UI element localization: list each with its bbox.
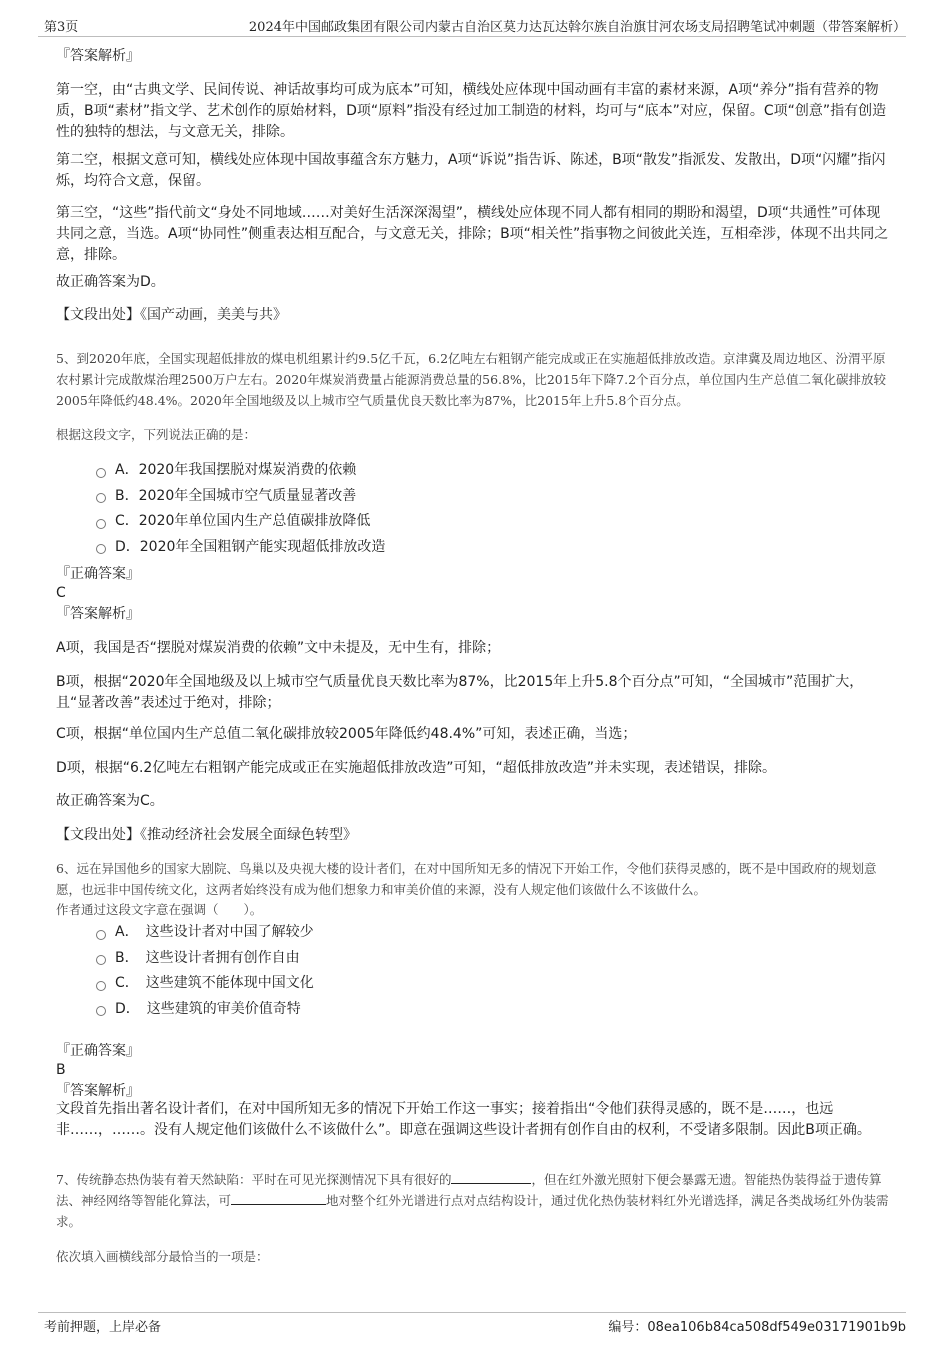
q7-blank-1[interactable]: [451, 1171, 531, 1184]
q4-analysis-para2: 第二空，根据文意可知，横线处应体现中国故事蕴含东方魅力，A项“诉说”指告诉、陈述，B项“散发”指派发、发散出，D项“闪耀”指闪烁，均符合文意，保留。: [56, 152, 886, 189]
footer-slogan: 考前押题，上岸必备: [44, 1320, 162, 1335]
page-number: 第3页: [44, 20, 79, 35]
radio-icon[interactable]: [96, 493, 106, 503]
q5-option-b-label: B．2020年全国城市空气质量显著改善: [115, 487, 357, 504]
q5-option-a-label: A．2020年我国摆脱对煤炭消费的依赖: [115, 462, 357, 479]
q5-options: [96, 458, 596, 560]
q5-option-d[interactable]: [96, 535, 596, 561]
q5-option-b[interactable]: [96, 484, 596, 510]
q6-answer-label: 『正确答案』: [56, 1043, 140, 1059]
q4-source: 【文段出处】《国产动画，美美与共》: [56, 307, 287, 323]
q6-option-c[interactable]: [96, 971, 596, 997]
q7-blank-2[interactable]: [231, 1192, 326, 1205]
q6-option-a[interactable]: [96, 920, 596, 946]
q6-option-c-label: C． 这些建筑不能体现中国文化: [115, 975, 314, 992]
q6-analysis: 文段首先指出著名设计者们，在对中国所知无多的情况下开始工作这一事实；接着指出“令他们获得灵感的，既不是……，也远非……，……。没有人规定他们该做什么不该做什么”。即意在强调这些设计者拥有创作自由的权利，不受诸多限制。因此B项正确。: [56, 1101, 871, 1138]
radio-icon[interactable]: [96, 930, 106, 940]
q5-answer: C: [56, 585, 66, 601]
q6-option-d[interactable]: [96, 997, 596, 1023]
q7-stem-part1: 7、传统静态热伪装有着天然缺陷：平时在可见光探测情况下具有很好的: [56, 1172, 452, 1187]
q6-options: [96, 920, 596, 1022]
q5-analysis-b: B项，根据“2020年全国地级及以上城市空气质量优良天数比率为87%，比2015年上升5.8个百分点”可知，“全国城市”范围扩大，且“显著改善”表述过于绝对，排除；: [56, 674, 864, 711]
q6-option-d-label: D． 这些建筑的审美价值奇特: [115, 1000, 301, 1017]
q5-answer-label: 『正确答案』: [56, 566, 140, 582]
q6-option-b-label: B． 这些设计者拥有创作自由: [115, 949, 300, 966]
q5-analysis-d: D项，根据“6.2亿吨左右粗钢产能完成或正在实施超低排放改造”可知，“超低排放改造”并未实现，表述错误，排除。: [56, 760, 777, 776]
page-footer: [38, 1312, 906, 1337]
q5-analysis-label: 『答案解析』: [56, 606, 140, 622]
q4-analysis-para1: 第一空，由“古典文学、民间传说、神话故事均可成为底本”可知，横线处应体现中国动画有丰富的素材来源，A项“养分”指有营养的物质，B项“素材”指文学、艺术创作的原始材料，D项“原料”指没有经过加工制造的材料，均可与“底本”对应，保留。C项“创意”指有创造性的独特的想法，与文意无关，排除。: [56, 82, 887, 140]
q5-source: 【文段出处】《推动经济社会发展全面绿色转型》: [56, 827, 357, 843]
q6-option-a-label: A． 这些设计者对中国了解较少: [115, 924, 314, 941]
q6-question: 作者通过这段文字意在强调（ ）。: [56, 902, 263, 917]
q6-stem: 6、远在异国他乡的国家大剧院、鸟巢以及央视大楼的设计者们，在对中国所知无多的情况下开始工作，令他们获得灵感的，既不是中国政府的规划意愿，也远非中国传统文化，这两者始终没有成为他们想象力和审美价值的来源，没有人规定他们该做什么不该做什么。: [56, 861, 877, 897]
radio-icon[interactable]: [96, 544, 106, 554]
q6-analysis-label: 『答案解析』: [56, 1083, 140, 1099]
q7-question: 依次填入画横线部分最恰当的一项是：: [56, 1249, 269, 1264]
q4-analysis-para3: 第三空，“这些”指代前文“身处不同地域……对美好生活深深渴望”，横线处应体现不同人都有相同的期盼和渴望，D项“共通性”可体现共同之意，当选。A项“协同性”侧重表达相互配合，与文意无关，排除；B项“相关性”指事物之间彼此关连，互相牵涉，体现不出共同之意，排除。: [56, 205, 889, 263]
q6-answer: B: [56, 1062, 66, 1078]
q5-option-d-label: D．2020年全国粗钢产能实现超低排放改造: [115, 538, 386, 555]
radio-icon[interactable]: [96, 981, 106, 991]
q6-option-b[interactable]: [96, 946, 596, 972]
q5-option-c-label: C．2020年单位国内生产总值碳排放降低: [115, 513, 371, 530]
q5-option-a[interactable]: [96, 458, 596, 484]
document-title: 2024年中国邮政集团有限公司内蒙古自治区莫力达瓦达斡尔族自治旗甘河农场支局招聘笔试冲刺题（带答案解析）: [248, 20, 906, 35]
document-id: 编号：08ea106b84ca508df549e03171901b9b: [608, 1320, 906, 1335]
q5-question: 根据这段文字，下列说法正确的是：: [56, 427, 257, 442]
radio-icon[interactable]: [96, 519, 106, 529]
q5-analysis-a: A项，我国是否“摆脱对煤炭消费的依赖”文中未提及，无中生有，排除；: [56, 640, 501, 656]
q5-analysis-c: C项，根据“单位国内生产总值二氧化碳排放较2005年降低约48.4%”可知，表述正确，当选；: [56, 726, 637, 742]
q4-analysis-label: 『答案解析』: [56, 48, 140, 64]
radio-icon[interactable]: [96, 1006, 106, 1016]
q5-conclusion: 故正确答案为C。: [56, 793, 164, 809]
q7-stem: [56, 1169, 894, 1232]
radio-icon[interactable]: [96, 955, 106, 965]
q4-conclusion: 故正确答案为D。: [56, 274, 165, 290]
radio-icon[interactable]: [96, 468, 106, 478]
q5-stem: 5、到2020年底，全国实现超低排放的煤电机组累计约9.5亿千瓦，6.2亿吨左右粗钢产能完成或正在实施超低排放改造。京津冀及周边地区、汾渭平原农村累计完成散煤治理2500万户左右。2020年煤炭消费量占能源消费总量的56.8%，比2015年下降7.2个百分点，单位国内生产总值二氧化碳排放较2005年降低约48.4%。2020年全国地级及以上城市空气质量优良天数比率为87%，比2015年上升5.8个百分点。: [56, 351, 887, 408]
q7-stem-part2: ，但在红外激光照射下便会暴露无遗。智能热伪装得益于遗传算法、神经网络等智能化算法，可: [56, 1172, 882, 1208]
q7-stem-part3: 地对整个红外光谱进行点对点结构设计，通过优化热伪装材料红外光谱选择，满足各类战场红外伪装需求。: [56, 1193, 889, 1229]
page-header: [38, 14, 906, 37]
q5-option-c[interactable]: [96, 509, 596, 535]
